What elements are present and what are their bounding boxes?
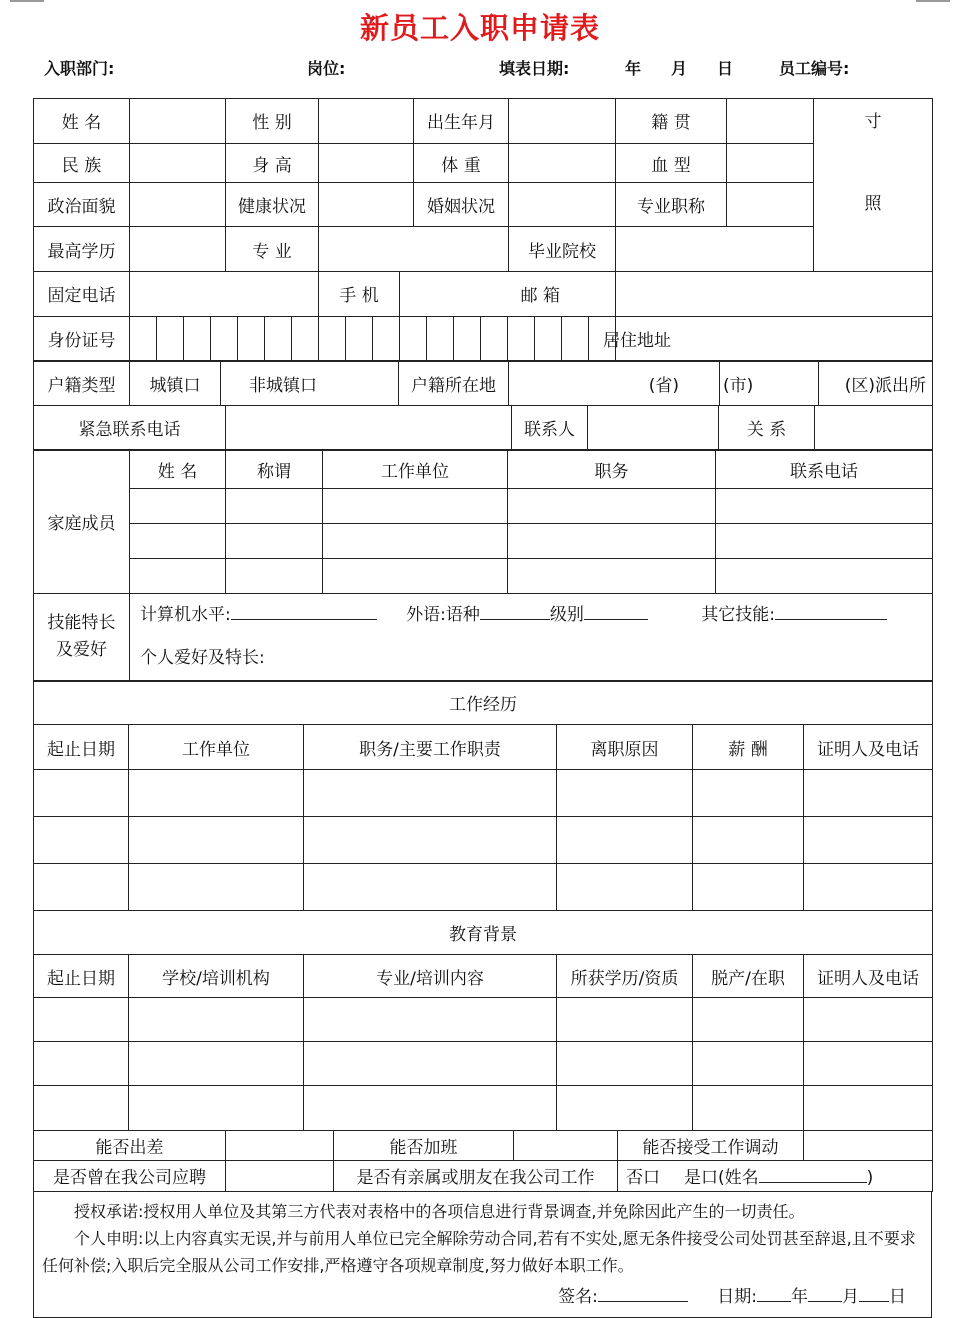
edu-cell[interactable] [129,998,304,1042]
id-digit-box[interactable] [481,316,508,361]
work-cell[interactable] [129,770,304,817]
family-col-phone: 联系电话 [716,450,933,489]
id-digit-box[interactable] [238,316,265,361]
language-field[interactable] [480,602,550,620]
major-label: 专 业 [226,227,319,272]
id-digit-box[interactable] [373,316,400,361]
sign-month-label: 月 [842,1286,859,1307]
form-title: 新员工入职申请表 [359,11,600,45]
relation-label: 关 系 [719,405,815,450]
travel-field[interactable] [226,1130,334,1160]
edu-cell[interactable] [34,998,129,1042]
skills-line-1 [140,594,929,637]
phone-field[interactable] [130,271,319,316]
work-cell[interactable] [804,817,933,864]
family-cell[interactable] [508,524,716,559]
position-label: 岗位: [307,59,346,78]
birth-field[interactable] [509,99,616,144]
edu-cell[interactable] [804,998,933,1042]
family-cell[interactable] [130,559,226,594]
emergency-table [33,405,933,451]
id-number-label: 身份证号 [34,316,130,361]
relatives-close-paren: ) [866,1168,874,1188]
sign-year-field[interactable] [757,1284,791,1302]
name-label: 姓 名 [34,99,130,144]
work-cell[interactable] [557,864,693,911]
id-digit-box[interactable] [292,316,319,361]
id-digit-box[interactable] [427,316,454,361]
pro-title-field[interactable] [727,183,814,227]
id-digit-box[interactable] [562,316,589,361]
relatives-label: 是否有亲属或朋友在我公司工作 [334,1160,618,1191]
origin-label: 籍 贯 [616,99,727,144]
school-field[interactable] [616,227,814,272]
skills-label-line1: 技能特长 [47,613,116,633]
emergency-phone-label: 紧急联系电话 [34,405,226,450]
sign-day-field[interactable] [859,1284,889,1302]
family-col-name: 姓 名 [130,450,226,489]
fill-date-day: 日 [717,59,734,78]
application-form [33,98,932,1318]
urban-checkbox[interactable]: 城镇口 [130,361,221,406]
work-col-reference: 证明人及电话 [804,725,933,770]
family-cell[interactable] [226,524,323,559]
edu-col-reference: 证明人及电话 [804,955,933,998]
edu-cell[interactable] [129,1086,304,1131]
edu-cell[interactable] [693,1086,804,1131]
province-label: (省) [648,375,680,396]
edu-cell[interactable] [129,1042,304,1086]
skills-label [34,593,130,681]
overtime-label: 能否加班 [334,1130,514,1160]
school-label: 毕业院校 [509,227,616,272]
history-table [33,680,933,1131]
language-level-field[interactable] [584,602,648,620]
relatives-answer[interactable] [618,1160,933,1191]
work-section-title: 工作经历 [34,681,933,725]
computer-level-field[interactable] [231,602,377,620]
id-digit-box[interactable] [346,316,373,361]
work-cell[interactable] [304,817,557,864]
fill-date-month: 月 [671,59,688,78]
fill-date-year: 年 [625,59,642,78]
id-digit-box[interactable] [535,316,562,361]
corner-mark-right [916,0,950,2]
family-cell[interactable] [130,489,226,524]
district-label: (区)派出所 [844,375,927,396]
id-digit-box[interactable] [157,316,184,361]
email-field[interactable] [616,271,933,316]
political-field[interactable] [130,183,226,227]
gender-field[interactable] [319,99,414,144]
work-cell[interactable] [693,817,804,864]
work-col-duties: 职务/主要工作职责 [304,725,557,770]
edu-col-major: 专业/培训内容 [304,955,557,998]
photo-text-top: 寸 [864,112,882,132]
statement-box [33,1192,932,1318]
skills-table [33,593,933,682]
mobile-label: 手 机 [319,271,400,316]
other-skills-field[interactable] [775,602,887,620]
id-digit-box[interactable] [184,316,211,361]
edu-col-school: 学校/培训机构 [129,955,304,998]
district-field[interactable] [819,361,933,406]
non-urban-checkbox[interactable]: 非城镇口 [221,361,399,406]
relatives-no-checkbox[interactable]: 否口 [626,1168,660,1188]
work-col-employer: 工作单位 [129,725,304,770]
family-cell[interactable] [226,559,323,594]
edu-cell[interactable] [804,1086,933,1131]
edu-cell[interactable] [304,998,557,1042]
work-cell[interactable] [804,864,933,911]
family-cell[interactable] [716,489,933,524]
relatives-yes-checkbox[interactable]: 是口(姓名 [684,1168,759,1188]
origin-field[interactable] [727,99,814,144]
declaration-text: 个人申明:以上内容真实无误,并与前用人单位已完全解除劳动合同,若有不实处,愿无条件接受公司处罚甚至辞退,且不要求任何补偿;入职后完全服从公司工作安排,严格遵守各项规章制度,努力做好本职工作。 [42,1228,916,1275]
language-level-label: 级别 [549,605,584,625]
signature-label: 签名: [558,1286,598,1307]
hukou-table [33,360,933,406]
edu-cell[interactable] [557,1086,693,1131]
family-cell[interactable] [130,524,226,559]
edu-cell[interactable] [557,998,693,1042]
work-cell[interactable] [34,817,129,864]
name-field[interactable] [130,99,226,144]
education-field[interactable] [130,227,226,272]
id-digit-box[interactable] [211,316,238,361]
emergency-phone-field[interactable] [226,405,512,450]
work-cell[interactable] [34,864,129,911]
contact-table [33,271,933,362]
relation-field[interactable] [815,405,933,450]
edu-col-degree: 所获学历/资质 [557,955,693,998]
edu-cell[interactable] [34,1042,129,1086]
skills-label-line2: 及爱好 [56,640,107,660]
edu-cell[interactable] [693,1042,804,1086]
signature-field[interactable] [598,1284,688,1302]
employee-no-label: 员工编号: [779,59,850,78]
ethnic-field[interactable] [130,143,226,183]
work-cell[interactable] [34,770,129,817]
contact-person-label: 联系人 [512,405,588,450]
other-skills-label: 其它技能: [701,605,776,625]
province-field[interactable] [509,361,720,406]
weight-label: 体 重 [414,143,509,183]
misc-table [33,1130,933,1192]
family-cell[interactable] [323,559,508,594]
corner-mark-left [10,0,44,2]
family-table [33,449,933,594]
foreign-language-label: 外语:语种 [406,605,480,625]
email-label: 邮 箱 [520,286,561,306]
work-cell[interactable] [693,864,804,911]
health-label: 健康状况 [226,183,319,227]
computer-level-label: 计算机水平: [140,605,231,625]
mobile-field[interactable] [400,271,616,316]
edu-cell[interactable] [304,1042,557,1086]
work-cell[interactable] [693,770,804,817]
marital-label: 婚姻状况 [414,183,509,227]
work-cell[interactable] [129,864,304,911]
id-digit-box[interactable] [130,316,157,361]
id-digit-box[interactable] [319,316,346,361]
political-label: 政治面貌 [34,183,130,227]
family-cell[interactable] [716,524,933,559]
birth-label: 出生年月 [414,99,509,144]
sign-year-label: 年 [791,1286,808,1307]
edu-cell[interactable] [304,1086,557,1131]
dept-label: 入职部门: [44,59,115,78]
signature-line [558,1284,906,1311]
blood-label: 血 型 [616,143,727,183]
family-cell[interactable] [508,489,716,524]
city-field[interactable] [720,361,819,406]
pro-title-label: 专业职称 [616,183,727,227]
hukou-location-label: 户籍所在地 [399,361,509,406]
skills-content [130,593,933,681]
gender-label: 性 别 [226,99,319,144]
fill-date-label: 填表日期: [499,59,570,78]
id-digit-box[interactable] [265,316,292,361]
hukou-type-label: 户籍类型 [34,361,130,406]
overtime-field[interactable] [514,1130,618,1160]
travel-label: 能否出差 [34,1130,226,1160]
edu-cell[interactable] [693,998,804,1042]
work-cell[interactable] [304,770,557,817]
applied-before-label: 是否曾在我公司应聘 [34,1160,226,1191]
education-section-title: 教育背景 [34,911,933,955]
marital-field[interactable] [509,183,616,227]
address-label: 居住地址 [589,316,616,361]
height-field[interactable] [319,143,414,183]
contact-person-field[interactable] [588,405,719,450]
basic-info-table [33,98,933,272]
family-cell[interactable] [323,489,508,524]
edu-col-dates: 起止日期 [34,955,129,998]
edu-col-mode: 脱产/在职 [693,955,804,998]
blood-field[interactable] [727,143,814,183]
family-cell[interactable] [226,489,323,524]
edu-cell[interactable] [34,1086,129,1131]
work-cell[interactable] [557,817,693,864]
education-label: 最高学历 [34,227,130,272]
work-cell[interactable] [304,864,557,911]
family-cell[interactable] [508,559,716,594]
transfer-field[interactable] [804,1130,933,1160]
work-cell[interactable] [804,770,933,817]
edu-cell[interactable] [557,1042,693,1086]
work-cell[interactable] [129,817,304,864]
sign-day-label: 日 [889,1286,906,1307]
skills-line-2 [140,637,929,680]
applied-before-field[interactable] [226,1160,334,1191]
edu-cell[interactable] [804,1042,933,1086]
authorization-text: 授权承诺:授权用人单位及其第三方代表对表格中的各项信息进行背景调查,并免除因此产生的一切责任。 [74,1201,805,1221]
health-field[interactable] [319,183,414,227]
photo-box[interactable] [814,99,933,272]
sign-month-field[interactable] [808,1284,842,1302]
family-cell[interactable] [716,559,933,594]
id-digit-box[interactable] [508,316,535,361]
height-label: 身 高 [226,143,319,183]
city-label: (市) [723,375,754,396]
family-col-employer: 工作单位 [323,450,508,489]
hobby-label: 个人爱好及特长: [140,648,265,668]
weight-field[interactable] [509,143,616,183]
relatives-name-field[interactable] [759,1165,867,1183]
family-label: 家庭成员 [34,450,130,594]
work-col-reason: 离职原因 [557,725,693,770]
photo-text-bottom: 照 [864,194,882,214]
family-col-position: 职务 [508,450,716,489]
phone-label: 固定电话 [34,271,130,316]
sign-date-label: 日期: [717,1286,757,1307]
major-field[interactable] [319,227,509,272]
work-col-dates: 起止日期 [34,725,129,770]
id-digit-box[interactable] [454,316,481,361]
id-digit-box[interactable] [400,316,427,361]
family-cell[interactable] [323,524,508,559]
ethnic-label: 民 族 [34,143,130,183]
work-cell[interactable] [557,770,693,817]
work-col-salary: 薪 酬 [693,725,804,770]
family-col-relation: 称谓 [226,450,323,489]
transfer-label: 能否接受工作调动 [618,1130,804,1160]
